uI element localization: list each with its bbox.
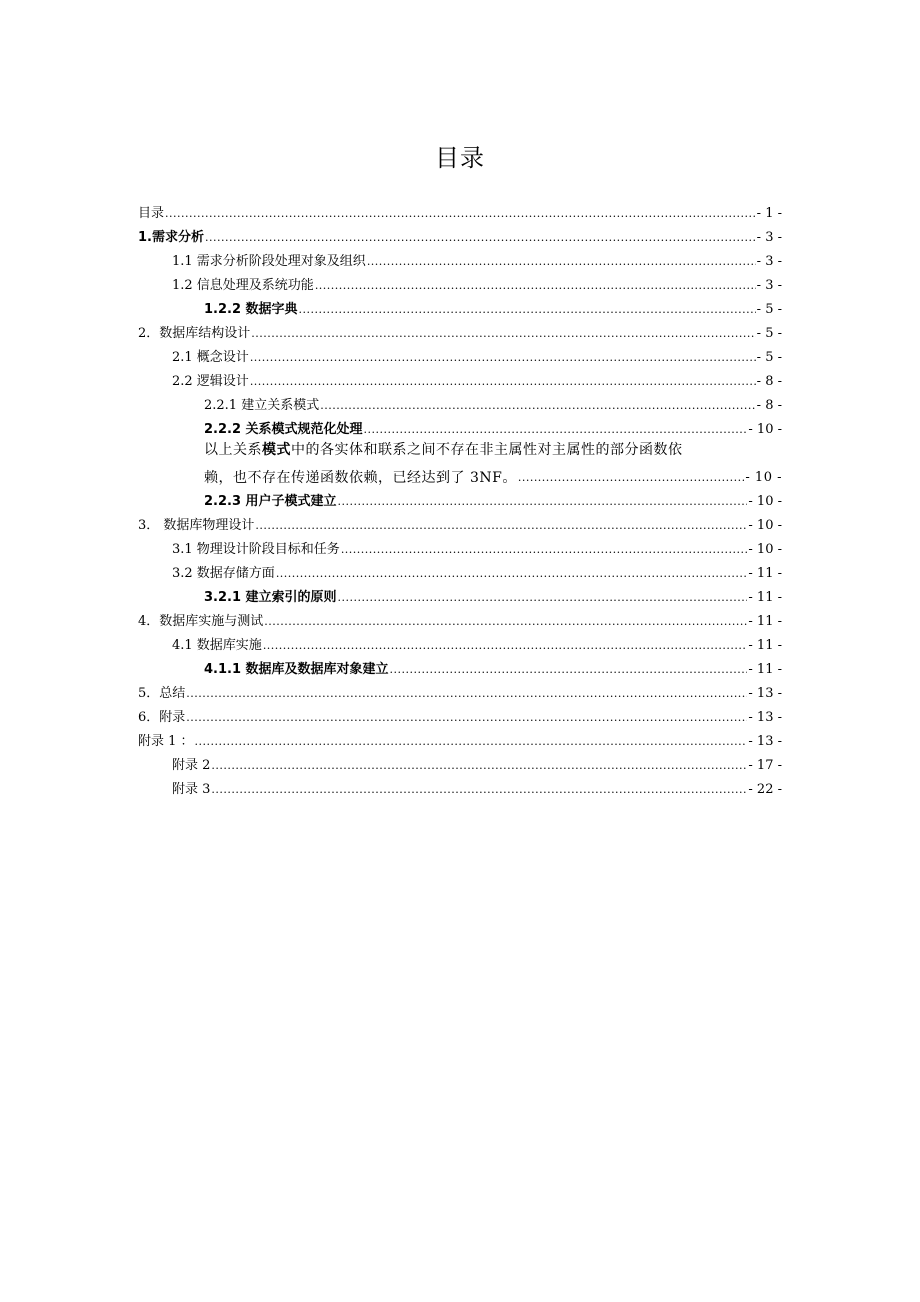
toc-entry-4-1[interactable]	[138, 630, 782, 654]
toc-leader-dots	[390, 662, 748, 678]
toc-leader-dots	[251, 326, 755, 342]
toc-page-number: - 10 -	[748, 518, 782, 533]
toc-entry-contents[interactable]	[138, 198, 782, 222]
toc-page-number: - 13 -	[748, 686, 782, 701]
table-of-contents	[138, 198, 782, 798]
toc-entry-appendix-3[interactable]	[138, 774, 782, 798]
toc-entry-3[interactable]	[138, 510, 782, 534]
toc-entry-3-2-1[interactable]	[138, 582, 782, 606]
toc-leader-dots	[255, 518, 747, 534]
toc-entry-label: 2.1 概念设计	[172, 350, 249, 365]
page-title: 目录	[435, 144, 485, 172]
toc-entry-3-2[interactable]	[138, 558, 782, 582]
toc-page-number: - 5 -	[756, 302, 782, 317]
toc-page-number: - 3 -	[756, 278, 782, 293]
toc-entry-label: 1.需求分析	[138, 230, 204, 245]
toc-page-number: - 3 -	[756, 230, 782, 245]
toc-page-number: - 10 -	[748, 494, 782, 509]
toc-entry-3-1[interactable]	[138, 534, 782, 558]
toc-entry-4[interactable]	[138, 606, 782, 630]
toc-leader-dots	[367, 254, 756, 270]
toc-leader-dots	[338, 494, 748, 510]
toc-entry-1-2-2[interactable]	[138, 294, 782, 318]
toc-page-number: - 13 -	[748, 710, 782, 725]
toc-leader-dots	[250, 374, 756, 390]
toc-paragraph-text: 中的各实体和联系之间不存在非主属性对主属性的部分函数依	[291, 442, 683, 458]
toc-entry-label: 4．数据库实施与测试	[138, 614, 264, 629]
toc-entry-label: 2.2.3 用户子模式建立	[204, 494, 337, 509]
toc-leader-dots	[315, 278, 756, 294]
toc-page-number: - 5 -	[756, 326, 782, 341]
toc-paragraph-bold-text: 模式	[262, 442, 291, 458]
toc-entry-2[interactable]	[138, 318, 782, 342]
toc-entry-appendix-2[interactable]	[138, 750, 782, 774]
toc-paragraph-line-2	[204, 462, 782, 486]
toc-entry-label: 附录 2	[172, 758, 211, 773]
toc-paragraph-line-1	[204, 438, 782, 462]
toc-leader-dots	[186, 710, 747, 726]
toc-leader-dots	[186, 686, 747, 702]
toc-entry-2-2-3[interactable]	[138, 486, 782, 510]
toc-page-number: - 10 -	[748, 422, 782, 437]
toc-page-number: - 8 -	[756, 398, 782, 413]
toc-entry-label: 2.2 逻辑设计	[172, 374, 249, 389]
toc-entry-4-1-1[interactable]	[138, 654, 782, 678]
toc-leader-dots	[250, 350, 756, 366]
toc-entry-label: 5．总结	[138, 686, 186, 701]
toc-entry-1-2[interactable]	[138, 270, 782, 294]
toc-entry-label: 附录 3	[172, 782, 211, 797]
toc-entry-label: 3． 数据库物理设计	[138, 518, 255, 533]
toc-leader-dots	[364, 422, 748, 438]
toc-entry-paragraph[interactable]	[138, 438, 782, 486]
toc-page-number: - 13 -	[748, 734, 782, 749]
toc-leader-dots	[264, 614, 747, 630]
toc-entry-label: 6．附录	[138, 710, 186, 725]
toc-entry-appendix-1[interactable]	[138, 726, 782, 750]
toc-page-number: - 11 -	[748, 662, 782, 677]
toc-entry-label: 3.1 物理设计阶段目标和任务	[172, 542, 340, 557]
toc-entry-label: 3.2.1 建立索引的原则	[204, 590, 337, 605]
toc-leader-dots	[299, 302, 756, 318]
toc-page-number: - 1 -	[756, 206, 782, 221]
toc-entry-label: 目录	[138, 206, 165, 221]
toc-entry-label: 2.2.1 建立关系模式	[204, 398, 320, 413]
toc-paragraph-text: 以上关系	[204, 442, 262, 458]
toc-entry-label: 附录 1 ：	[138, 734, 194, 749]
toc-leader-dots	[338, 590, 748, 606]
toc-entry-label: 2．数据库结构设计	[138, 326, 251, 341]
toc-page-number: - 10 -	[745, 470, 782, 485]
toc-entry-requirements[interactable]	[138, 222, 782, 246]
toc-entry-label: 1.2 信息处理及系统功能	[172, 278, 314, 293]
toc-leader-dots	[195, 734, 748, 750]
toc-entry-label: 4.1 数据库实施	[172, 638, 262, 653]
toc-page-number: - 8 -	[756, 374, 782, 389]
toc-leader-dots	[211, 758, 747, 774]
toc-entry-label: 3.2 数据存储方面	[172, 566, 275, 581]
toc-page-number: - 22 -	[748, 782, 782, 797]
toc-entry-2-2[interactable]	[138, 366, 782, 390]
toc-entry-2-2-1[interactable]	[138, 390, 782, 414]
toc-entry-1-1[interactable]	[138, 246, 782, 270]
toc-page-number: - 11 -	[748, 590, 782, 605]
toc-page-number: - 11 -	[748, 614, 782, 629]
toc-page-number: - 11 -	[748, 638, 782, 653]
toc-entry-label: 赖，也不存在传递函数依赖，已经达到了 3NF。	[204, 470, 517, 486]
toc-page-number: - 11 -	[748, 566, 782, 581]
toc-leader-dots	[320, 398, 755, 414]
toc-entry-6[interactable]	[138, 702, 782, 726]
toc-page-number: - 3 -	[756, 254, 782, 269]
toc-entry-label: 4.1.1 数据库及数据库对象建立	[204, 662, 389, 677]
toc-leader-dots	[263, 638, 748, 654]
toc-leader-dots	[518, 470, 745, 486]
toc-leader-dots	[165, 206, 756, 222]
toc-entry-label: 2.2.2 关系模式规范化处理	[204, 422, 363, 437]
toc-page-number: - 17 -	[748, 758, 782, 773]
toc-page-number: - 5 -	[756, 350, 782, 365]
toc-entry-2-1[interactable]	[138, 342, 782, 366]
toc-entry-5[interactable]	[138, 678, 782, 702]
toc-leader-dots	[211, 782, 747, 798]
toc-leader-dots	[276, 566, 748, 582]
toc-leader-dots	[341, 542, 748, 558]
toc-entry-2-2-2[interactable]	[138, 414, 782, 438]
toc-entry-label: 1.1 需求分析阶段处理对象及组织	[172, 254, 366, 269]
toc-leader-dots	[205, 230, 756, 246]
toc-entry-label: 1.2.2 数据字典	[204, 302, 298, 317]
toc-page-number: - 10 -	[748, 542, 782, 557]
